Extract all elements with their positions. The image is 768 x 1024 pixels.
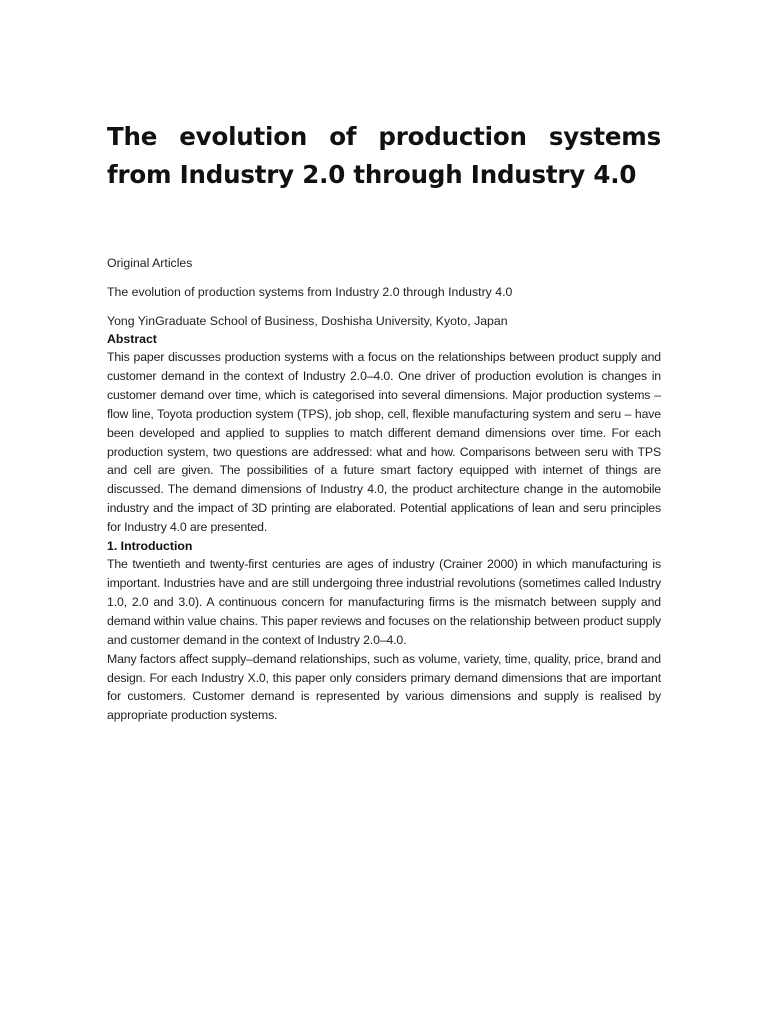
paper-subtitle: The evolution of production systems from Industry 2.0 through Industry 4.0 (107, 285, 513, 299)
abstract-heading: Abstract (107, 332, 157, 346)
introduction-paragraph: The twentieth and twenty-first centuries are ages of industry (Crainer 2000) in which manufacturing is important. Industries have and are still undergoing three industrial revolutions (sometimes called Industry 1.0, 2.0 and 3.0). A continuous concern for manufacturing firms is the mismatch between supply and demand within value chains. This paper reviews and focuses on the relationship between product supply and customer demand in the context of Industry 2.0–4.0. (107, 557, 661, 647)
author-affiliation: Yong YinGraduate School of Business, Doshisha University, Kyoto, Japan (107, 314, 508, 328)
introduction-paragraph: Many factors affect supply–demand relationships, such as volume, variety, time, quality, price, brand and design. For each Industry X.0, this paper only considers primary demand dimensions that are important for customers. Customer demand is represented by various dimensions and supply is realised by appropriate production systems. (107, 651, 661, 723)
document-content (107, 118, 661, 725)
abstract-text: This paper discusses production systems with a focus on the relationships between product supply and customer demand in the context of Industry 2.0–4.0. One driver of production evolution is changes in customer demand over time, which is categorised into several dimensions. Major production systems – flow line, Toyota production system (TPS), job shop, cell, flexible manufacturing system and seru – have been developed and applied to supplies to match different demand dimensions over time. For each production system, two questions are addressed: what and how. Comparisons between seru with TPS and cell are given. The possibilities of a future smart factory equipped with internet of things are discussed. The demand dimensions of Industry 4.0, the product architecture change in the automobile industry and the impact of 3D printing are elaborated. Potential applications of lean and seru principles for Industry 4.0 are presented. (107, 350, 661, 535)
article-type: Original Articles (107, 256, 193, 270)
paper-title: The evolution of production systems from Industry 2.0 through Industry 4.0 (107, 122, 661, 189)
introduction-heading: 1. Introduction (107, 539, 193, 554)
